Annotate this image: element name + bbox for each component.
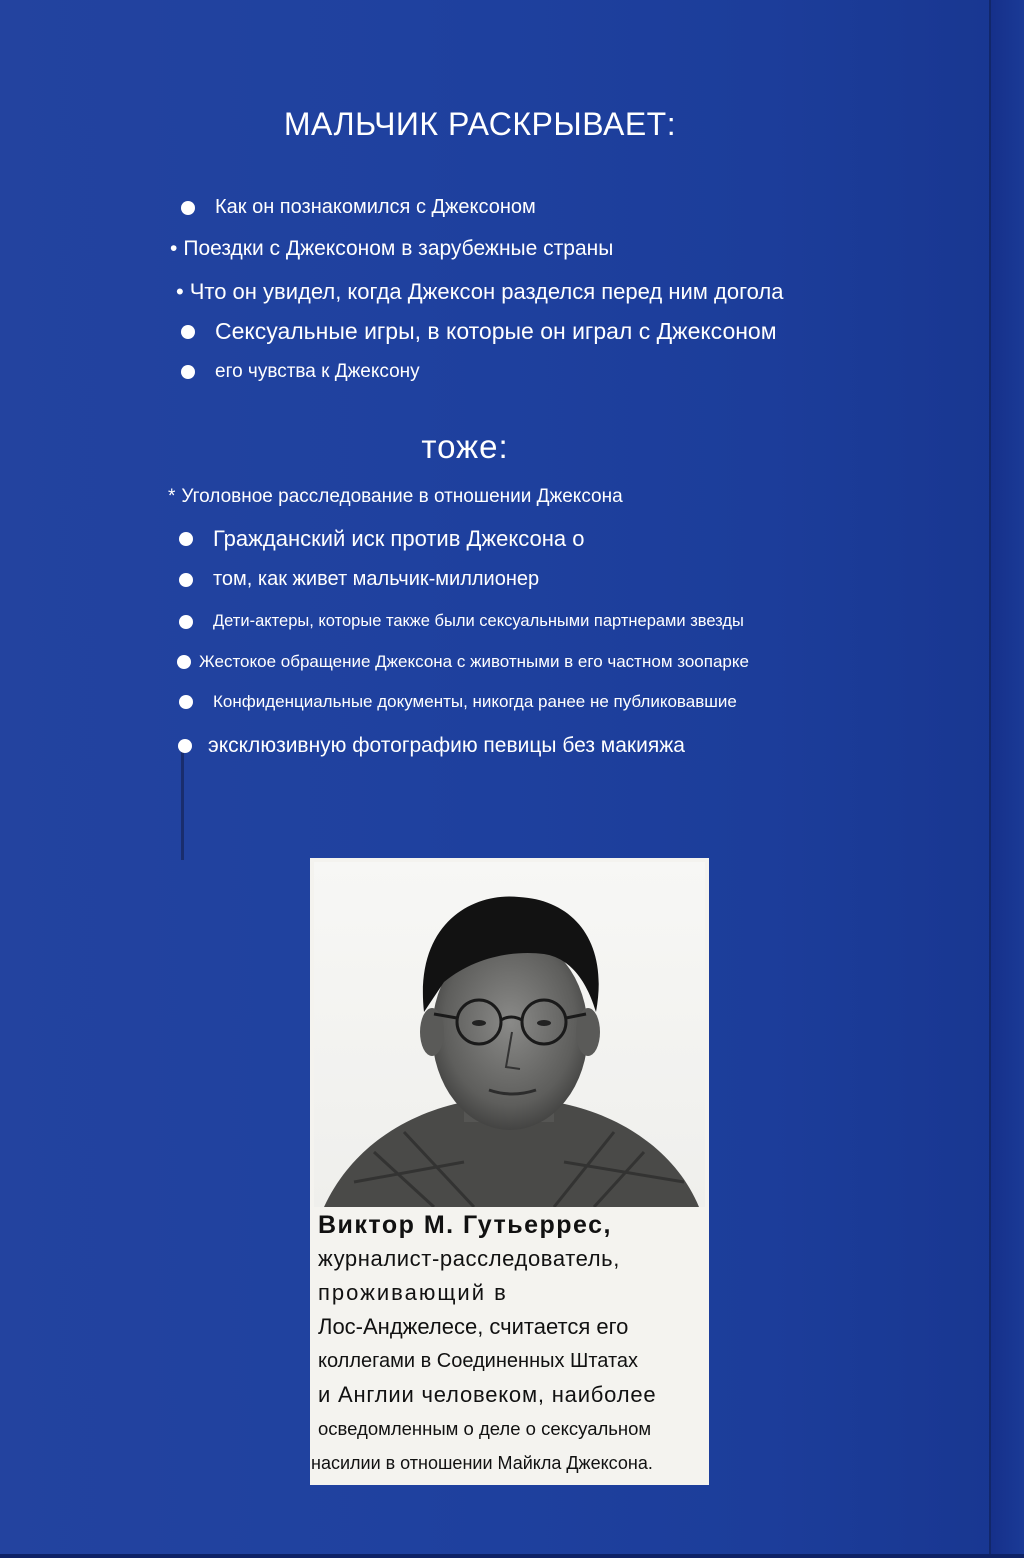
list-item bbox=[179, 526, 584, 552]
bullet-icon bbox=[181, 365, 195, 379]
author-caption bbox=[311, 1208, 704, 1480]
bullet-icon bbox=[179, 695, 193, 709]
list-item-text: Дети-актеры, которые также были сексуальными партнерами звезды bbox=[213, 612, 744, 630]
author-card bbox=[310, 858, 709, 1485]
list-item-text: Что он увидел, когда Джексон разделся перед ним догола bbox=[189, 279, 784, 304]
list-item-text: Уголовное расследование в отношении Джексона bbox=[181, 486, 623, 507]
bullet-icon bbox=[179, 532, 193, 546]
caption-line: осведомленным о деле о сексуальном bbox=[318, 1418, 652, 1439]
author-portrait bbox=[314, 862, 705, 1207]
bullet-icon: • bbox=[176, 279, 184, 304]
list-item bbox=[179, 612, 744, 631]
list-item bbox=[168, 486, 623, 508]
scratch-mark bbox=[181, 750, 184, 860]
bullet-icon bbox=[179, 573, 193, 587]
bullet-icon bbox=[177, 655, 191, 669]
spine-edge bbox=[991, 0, 1024, 1558]
list-item bbox=[179, 692, 737, 712]
list-item bbox=[176, 279, 783, 305]
reveals-heading: МАЛЬЧИК РАСКРЫВАЕТ: bbox=[283, 106, 677, 142]
list-item bbox=[181, 361, 420, 383]
list-item-text: Сексуальные игры, в которые он играл с Джексоном bbox=[215, 318, 777, 344]
bullet-icon bbox=[179, 615, 193, 629]
bullet-icon bbox=[178, 739, 192, 753]
bullet-icon bbox=[181, 201, 195, 215]
caption-line: журналист-расследователь, bbox=[318, 1246, 620, 1271]
list-item-text: Жестокое обращение Джексона с животными в его частном зоопарке bbox=[199, 652, 749, 671]
list-item-text: Конфиденциальные документы, никогда ранее не публиковавшие bbox=[213, 692, 737, 711]
caption-line: и Англии человеком, наиболее bbox=[318, 1382, 657, 1407]
list-item-text: Поездки с Джексоном в зарубежные страны bbox=[183, 237, 614, 260]
bullet-icon: • bbox=[170, 237, 178, 260]
list-item-text: Гражданский иск против Джексона о bbox=[213, 526, 585, 551]
also-heading: тоже: bbox=[421, 428, 509, 465]
list-item bbox=[181, 318, 777, 345]
list-item bbox=[181, 196, 536, 219]
asterisk-icon: * bbox=[168, 486, 176, 507]
caption-line: проживающий в bbox=[318, 1280, 508, 1305]
list-item bbox=[177, 652, 749, 672]
list-item bbox=[170, 237, 613, 261]
author-name: Виктор М. Гутьеррес, bbox=[318, 1211, 612, 1239]
list-item bbox=[178, 734, 685, 758]
list-item bbox=[179, 568, 539, 591]
list-item-text: том, как живет мальчик-миллионер bbox=[213, 568, 540, 590]
caption-line: Лос-Анджелесе, считается его bbox=[318, 1314, 629, 1339]
list-item-text: эксклюзивную фотографию певицы без макияжа bbox=[208, 734, 685, 757]
list-item-text: Как он познакомился с Джексоном bbox=[215, 196, 536, 218]
author-photo bbox=[314, 862, 705, 1207]
caption-line: коллегами в Соединенных Штатах bbox=[318, 1350, 639, 1372]
caption-line: насилии в отношении Майкла Джексона. bbox=[311, 1453, 653, 1473]
bottom-edge bbox=[0, 1554, 1024, 1558]
list-item-text: его чувства к Джексону bbox=[215, 361, 420, 382]
bullet-icon bbox=[181, 325, 195, 339]
